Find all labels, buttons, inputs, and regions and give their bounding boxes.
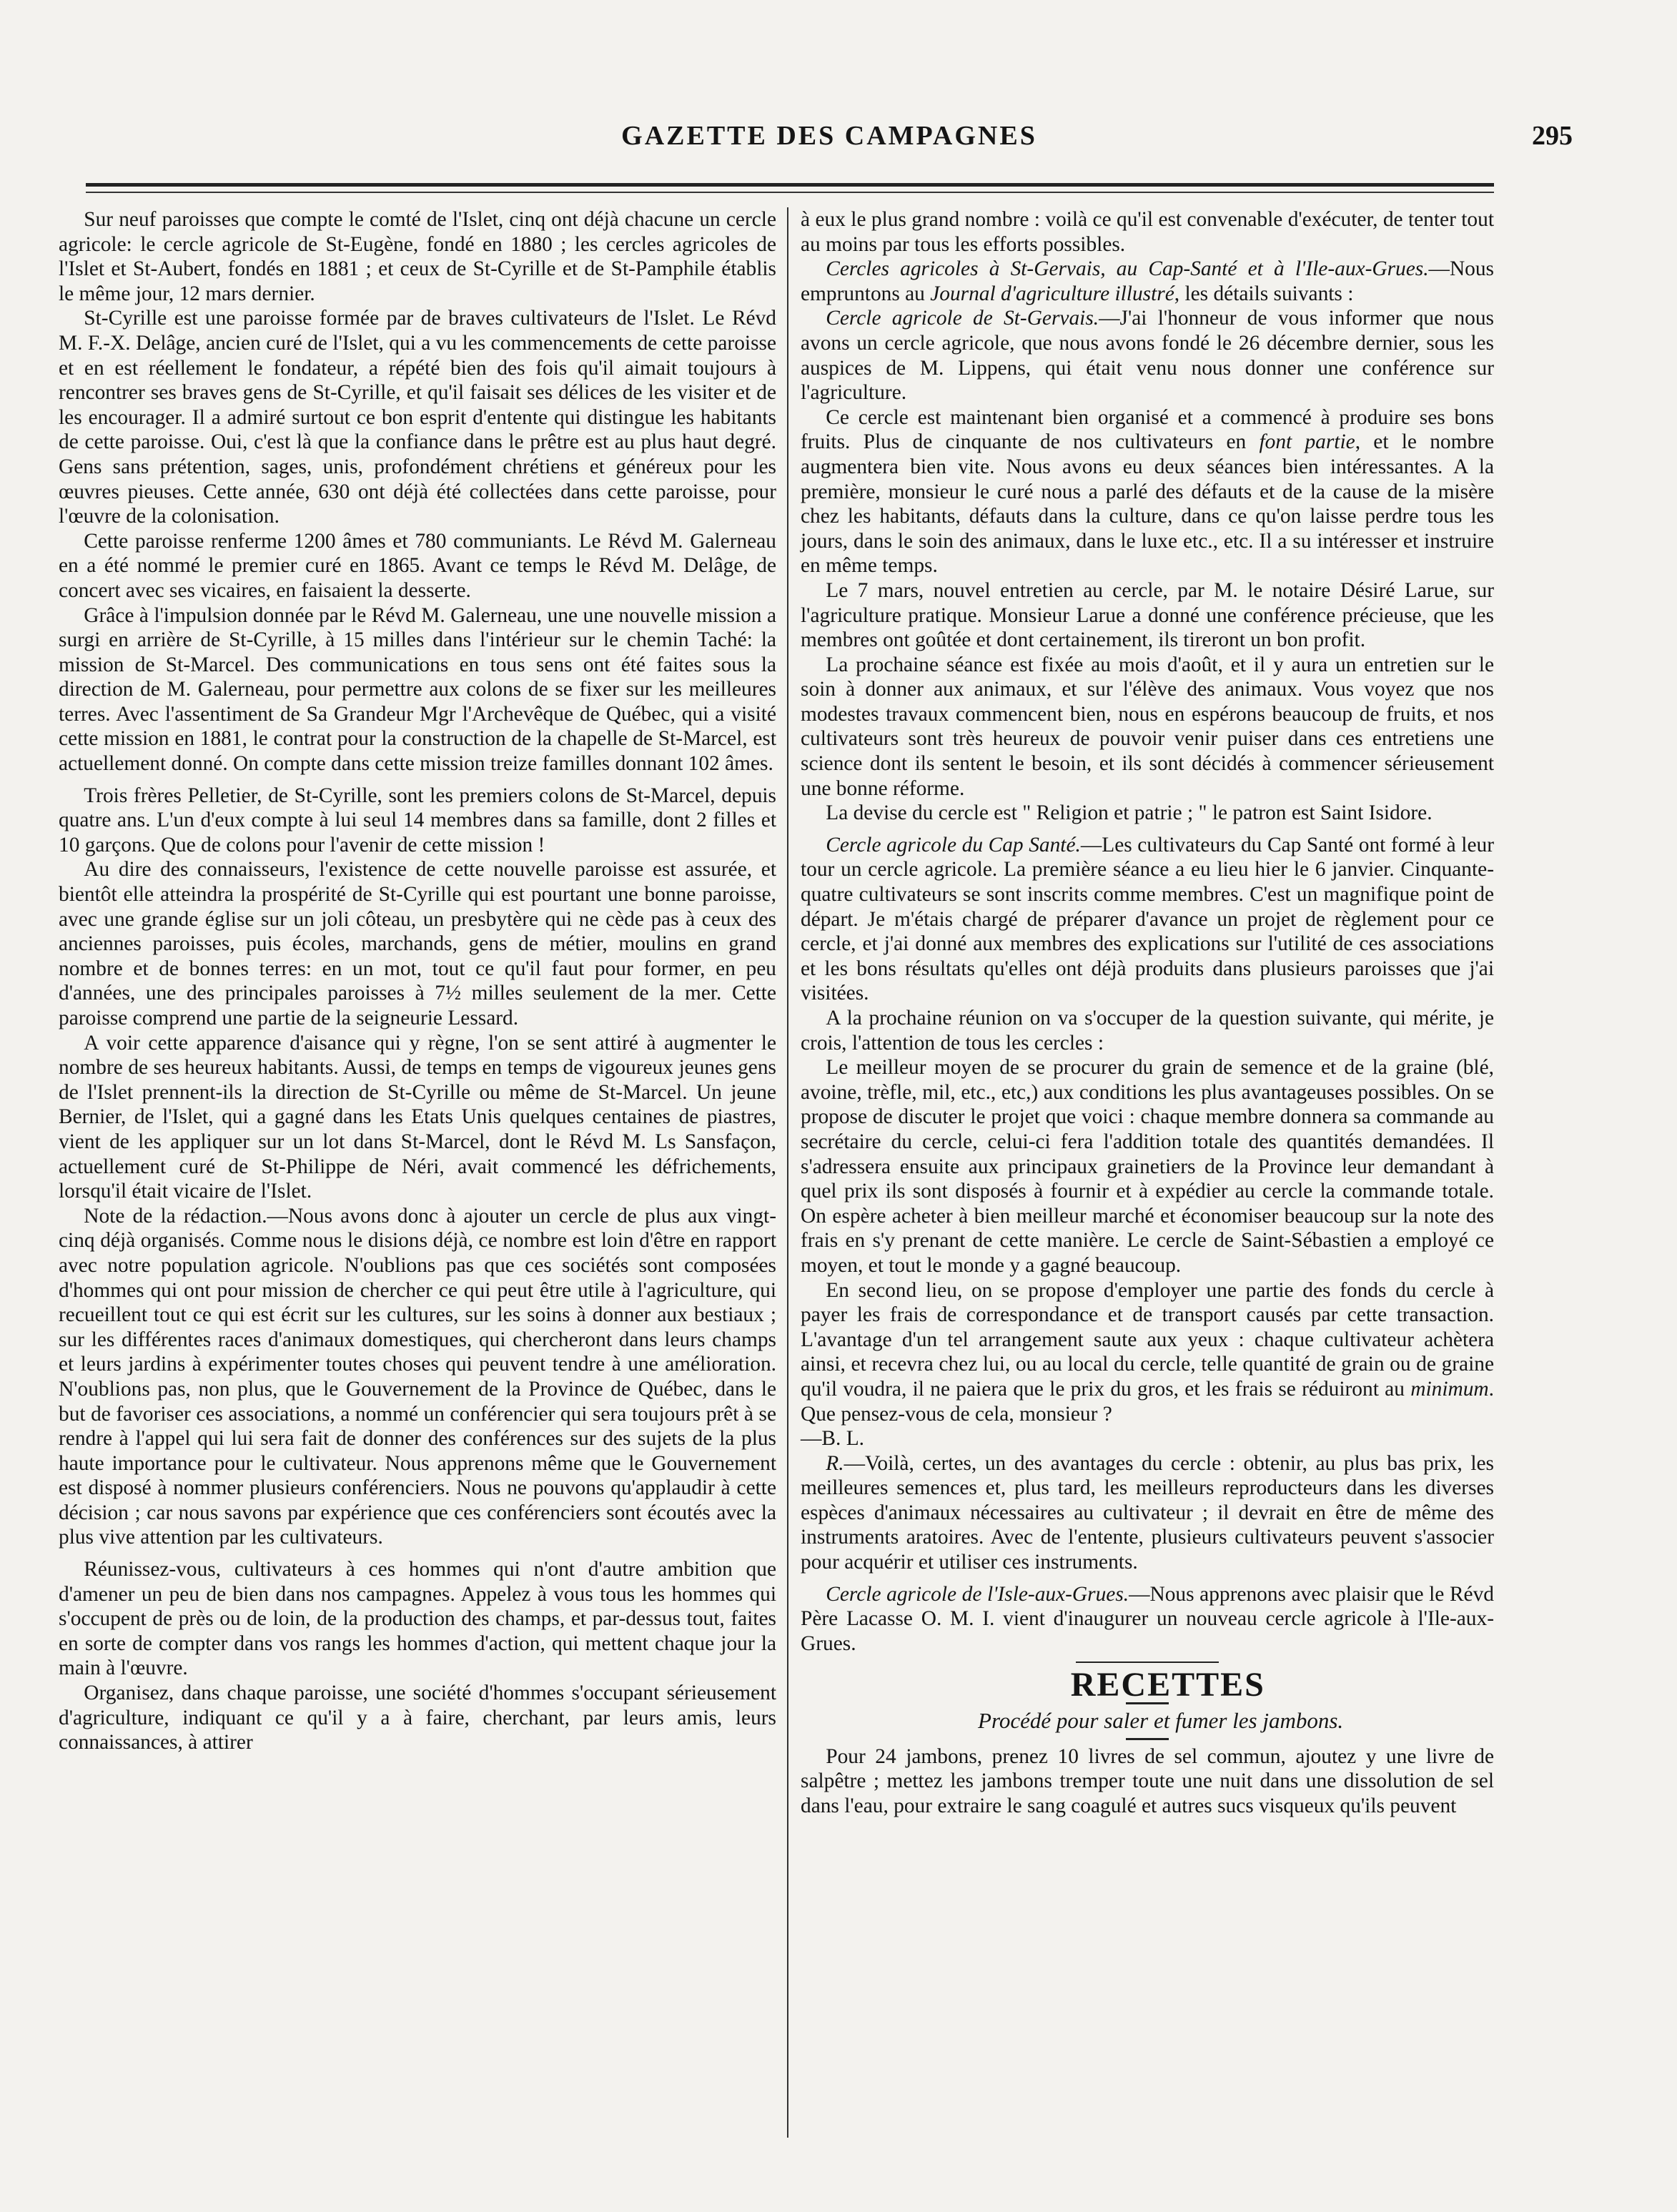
paragraph: Note de la rédaction.—Nous avons donc à ajouter un cercle de plus aux vingt-cinq déjà organisés. Comme nous le disions déjà, ce nombre est loin d'être en rapport avec notre population agricole. N'oublions pas que ces sociétés sont composées d'hommes qui ont pour mission de chercher ce qui peut être utile à l'agriculture, qui recueillent tout ce qui est écrit sur les cultures, sur les soins à donner aux bestiaux ; sur les différentes races d'animaux domestiques, qui chercheront dans leurs champs et leurs jardins à expérimenter toutes choses qui peuvent tendre à une amélioration. N'oublions pas, non plus, que le Gouvernement de la Province de Québec, dans le but de favoriser ces associations, a nommé un conférencier qui sera toujours prêt à se rendre à l'appel qui lui sera fait de donner des conférences sur des sujets de la plus haute importance pour le cultivateur. Nous apprenons même que le Gouvernement est disposé à nommer plusieurs conférenciers. Nous ne pouvons qu'applaudir à cette décision ; car nous savons par expérience que ces conférenciers sont écoutés avec la plus vive attention par les cultivateurs.: [59, 1204, 776, 1549]
paragraph: Au dire des connaisseurs, l'existence de cette nouvelle paroisse est assurée, et bientôt elle atteindra la prospérité de St-Cyrille qui est pourtant une bonne paroisse, avec une grande église sur un joli côteau, un presbytère qui ne cède pas à ceux des anciennes paroisses, puis écoles, marchands, gens de métier, moulins en grand nombre et de bonnes terres: en un mot, tout ce qu'il faut pour former, en peu d'années, une des principales paroisses à 7½ milles seulement de la mer. Cette paroisse comprend une partie de la seigneurie Lessard.: [59, 858, 776, 1030]
paragraph: Ce cercle est maintenant bien organisé et a commencé à produire ses bons fruits. Plus de cinquante de nos cultivateurs en font partie, et le nombre augmentera bien vite. Nous avons eu deux séances bien intéressantes. A la première, monsieur le curé nous a parlé des défauts et de la cause de la misère chez les habitants, défauts dans la culture, dans ce qu'on laisse perdre tous les jours, dans le soin des animaux, dans le luxe etc., etc. Il a su intéresser et instruire en même temps.: [801, 405, 1495, 578]
subsection-title: Cercle agricole de l'Isle-aux-Grues.: [826, 1582, 1129, 1606]
paragraph: Le 7 mars, nouvel entretien au cercle, par M. le notaire Désiré Larue, sur l'agriculture pratique. Monsieur Larue a donné une conférence précieuse, que les membres ont goûtée et dont certainement, ils tireront un bon profit.: [801, 578, 1494, 652]
recettes-heading: RECETTES: [1070, 1666, 1265, 1704]
short-rule: [1126, 1738, 1169, 1740]
paragraph: R.—Voilà, certes, un des avantages du cercle : obtenir, au plus bas prix, les meilleures semences et, plus tard, les meilleurs reproducteurs dans les diverses espèces d'animaux nécessaires au cultivateur ; il devrait en être de même des instruments aratoires. Avec de l'entente, plusieurs cultivateurs peuvent s'associer pour acquérir et utiliser ces instruments.: [801, 1451, 1494, 1574]
paragraph: Cette paroisse renferme 1200 âmes et 780 communiants. Le Révd M. Galerneau en a été nommé le premier curé en 1865. Avant ce temps le Révd M. Delâge, de concert avec ses vicaires, en faisaient la desserte.: [59, 529, 776, 602]
page-header: [86, 120, 1573, 163]
paragraph: La devise du cercle est " Religion et patrie ; " le patron est Saint Isidore.: [826, 801, 1433, 825]
left-column: [59, 207, 776, 1755]
section-heading: Cercles agricoles à St-Gervais, au Cap-Santé et à l'Ile-aux-Grues.: [826, 257, 1429, 281]
column-divider: [787, 207, 788, 2138]
paragraph: Pour 24 jambons, prenez 10 livres de sel commun, ajoutez y une livre de salpêtre ; mettez les jambons tremper toute une nuit dans une dissolution de sel dans l'eau, pour extraire le sang coagulé et autres sucs visqueux qu'ils peuvent: [801, 1744, 1494, 1817]
paragraph: Trois frères Pelletier, de St-Cyrille, sont les premiers colons de St-Marcel, depuis quatre ans. L'un d'eux compte à lui seul 14 membres dans sa famille, dont 2 filles et 10 garçons. Que de colons pour l'avenir de cette mission !: [59, 784, 776, 856]
paragraph: à eux le plus grand nombre : voilà ce qu'il est convenable d'exécuter, de tenter tout au moins par tous les efforts possibles.: [801, 208, 1494, 256]
right-column: [801, 207, 1494, 1818]
paragraph: En second lieu, on se propose d'employer une partie des fonds du cercle à payer les frais de correspondance et de transport causés par cette transaction. L'avantage d'un tel arrangement saute aux yeux : chaque cultivateur achètera ainsi, et recevra chez lui, ou au local du cercle, telle quantité de grain ou de graine qu'il voudra, il ne paiera que le prix du gros, et les frais se réduiront au minimum. Que pensez-vous de cela, monsieur ?: [801, 1278, 1494, 1426]
header-rule-thick: [86, 183, 1494, 187]
paragraph: Cercle agricole du Cap Santé.—Les cultivateurs du Cap Santé ont formé à leur tour un cercle agricole. La première séance a eu lieu hier le 6 janvier. Cinquante-quatre cultivateurs se sont inscrits comme membres. C'est un magnifique point de départ. Je m'étais chargé de préparer d'avance un projet de règlement pour ce cercle, et j'ai donné aux membres des explications sur l'utilité de ces associations et les bons résultats qu'elles ont déjà produits dans plusieurs paroisses que j'ai visitées.: [801, 833, 1495, 1005]
paragraph: Cercle agricole de St-Gervais.—J'ai l'honneur de vous informer que nous avons un cercle agricole, que nous avons fondé le 26 décembre dernier, sous les auspices de M. Lippens, qui était venu nous donner une conférence sur l'agriculture.: [801, 307, 1494, 405]
paragraph: St-Cyrille est une paroisse formée par de braves cultivateurs de l'Islet. Le Révd M. F.-X. Delâge, ancien curé de l'Islet, qui a vu les commencements de cette paroisse et en est réellement le fondateur, a répété bien des fois qu'il aimait toujours à rencontrer ses braves gens de St-Cyrille, et qu'il faisait ses délices de les visiter et de les encourager. Il a admiré surtout ce bon esprit d'entente qui distingue les habitants de cette paroisse. Oui, c'est là que la confiance dans le prêtre est au plus haut degré. Gens sans prétention, sages, unis, profondément chrétiens et généreux pour les œuvres pieuses. Cette année, 630 ont déjà été collectées dans cette paroisse, pour l'œuvre de la colonisation.: [59, 307, 776, 528]
paragraph: A la prochaine réunion on va s'occuper de la question suivante, qui mérite, je crois, l'attention de tous les cercles :: [801, 1007, 1494, 1055]
signature: —B. L.: [801, 1427, 864, 1451]
paragraph: A voir cette apparence d'aisance qui y règne, l'on se sent attiré à augmenter le nombre de ses heureux habitants. Aussi, de temps en temps de vigoureux jeunes gens de l'Islet prennent-ils la direction de St-Cyrille ou même de St-Marcel. Un jeune Bernier, de l'Islet, qui a gagné dans les Etats Unis quelques centaines de piastres, vient de les appliquer sur un lot dans St-Marcel, dont le Révd M. Ls Sansfaçon, actuellement curé de St-Philippe de Néri, avait commencé les défrichements, lorsqu'il était vicaire de l'Islet.: [59, 1031, 776, 1203]
paragraph: Grâce à l'impulsion donnée par le Révd M. Galerneau, une une nouvelle mission a surgi en arrière de St-Cyrille, à 15 milles dans l'intérieur sur le chemin Taché: la mission de St-Marcel. Des communications en tous sens ont été faites sous la direction de M. Galerneau, pour permettre aux colons de se fixer sur les meilleures terres. Avec l'assentiment de Sa Grandeur Mgr l'Archevêque de Québec, qui a visité cette mission en 1881, le contrat pour la construction de la chapelle de St-Marcel, est actuellement donné. On compte dans cette mission treize familles donnant 102 âmes.: [59, 603, 776, 776]
newspaper-title: GAZETTE DES CAMPAGNES: [621, 121, 1037, 151]
page-number: 295: [1532, 121, 1573, 151]
header-rule-thin: [86, 192, 1494, 193]
paragraph: Sur neuf paroisses que compte le comté de l'Islet, cinq ont déjà chacune un cercle agricole: le cercle agricole de St-Eugène, fondé en 1880 ; les cercles agricoles de l'Islet et St-Aubert, fondés en 1881 ; et ceux de St-Cyrille et de St-Pamphile établis le même jour, 12 mars dernier.: [59, 208, 776, 305]
paragraph: Cercles agricoles à St-Gervais, au Cap-Santé et à l'Ile-aux-Grues.—Nous empruntons au Journal d'agriculture illustré, les détails suivants :: [801, 257, 1494, 305]
section-rule: [1076, 1662, 1219, 1663]
paragraph: Cercle agricole de l'Isle-aux-Grues.—Nous apprenons avec plaisir que le Révd Père Lacasse O. M. I. vient d'inaugurer un nouveau cercle agricole à l'Ile-aux-Grues.: [801, 1582, 1494, 1655]
subsection-title: Cercle agricole de St-Gervais.: [826, 307, 1099, 330]
subsection-title: Cercle agricole du Cap Santé.: [826, 833, 1081, 856]
paragraph: Réunissez-vous, cultivateurs à ces hommes qui n'ont d'autre ambition que d'amener un peu de bien dans nos campagnes. Appelez à vous tous les hommes qui s'occupent de près ou de loin, de la production des champs, et par-dessus tout, faites en sorte de compter dans vos rangs les hommes d'action, qui mettent chaque jour la main à l'œuvre.: [59, 1558, 776, 1680]
paragraph: Organisez, dans chaque paroisse, une société d'hommes s'occupant sérieusement d'agriculture, indiquant ce qu'il y a à faire, cherchant, par leurs amis, leurs connaissances, à attirer: [59, 1682, 776, 1754]
paragraph: La prochaine séance est fixée au mois d'août, et il y aura un entretien sur le soin à donner aux animaux, et sur l'élève des animaux. Vous voyez que nos modestes travaux commencent bien, nous en espérons beaucoup de fruits, et nos cultivateurs sont très heureux de pouvoir venir puiser dans ces entretiens une science dont ils sentent le besoin, et ils sont décidés à commencer sérieusement une bonne réforme.: [801, 653, 1494, 800]
recipe-title: Procédé pour saler et fumer les jambons.: [978, 1708, 1344, 1734]
paragraph: Le meilleur moyen de se procurer du grain de semence et de la graine (blé, avoine, trèfle, mil, etc., etc,) aux conditions les plus avantageuses possibles. On se propose de discuter le projet que voici : chaque membre donnera sa commande au secrétaire du cercle, celui-ci fera l'addition totale des quantités demandées. Il s'adressera ensuite aux principaux grainetiers de la Province leur demandant à quel prix ils sont disposés à fournir et à expédier au cercle la commande totale. On espère acheter à bien meilleur marché et économiser beaucoup sur la note des frais en s'y prenant de cette manière. Le cercle de Saint-Sébastien a employé ce moyen, et tout le monde y a gagné beaucoup.: [801, 1056, 1494, 1277]
